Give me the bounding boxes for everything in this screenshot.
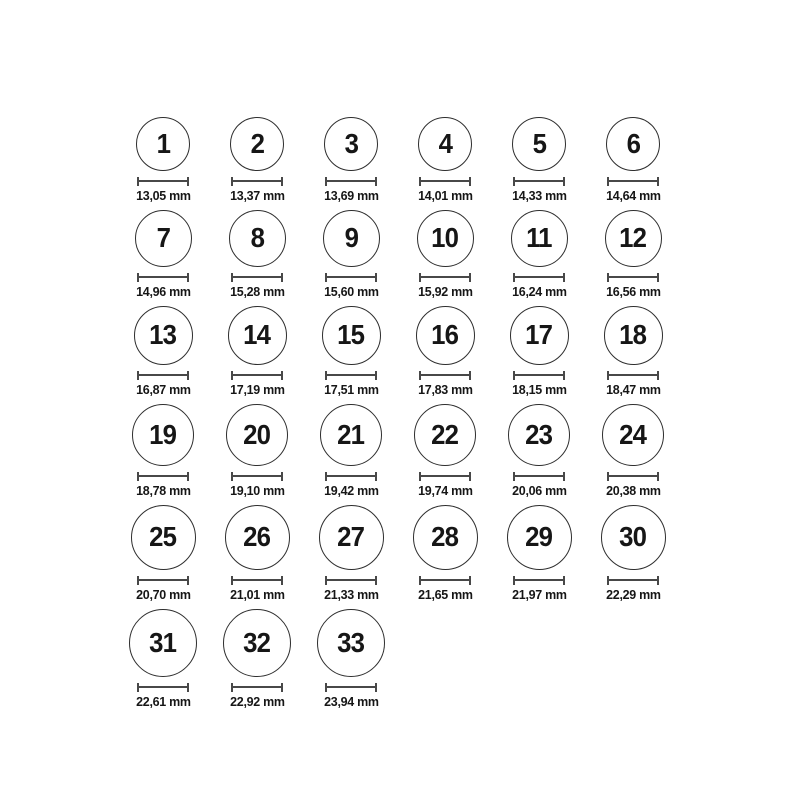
ring-size-cell	[210, 306, 304, 397]
diameter-dimension-line	[137, 683, 189, 692]
diameter-label: 21,01 mm	[229, 587, 285, 602]
diameter-dimension-line	[137, 472, 189, 481]
diameter-dimension-line	[137, 576, 189, 585]
ring-circle	[322, 306, 381, 365]
ring-size-cell	[304, 306, 398, 397]
diameter-dimension-line	[325, 683, 377, 692]
ring-size-cell	[304, 404, 398, 498]
ring-size-number: 19	[149, 418, 177, 450]
ring-size-cell	[304, 609, 398, 709]
ring-circle	[132, 404, 194, 466]
diameter-dimension-line	[325, 472, 377, 481]
ring-size-number: 10	[431, 222, 459, 253]
ring-size-cell	[398, 505, 492, 602]
ring-size-number: 22	[431, 418, 459, 450]
ring-size-cell	[304, 210, 398, 299]
ring-circle	[135, 210, 192, 267]
diameter-label: 15,28 mm	[229, 284, 285, 299]
ring-circle	[416, 306, 475, 365]
ring-circle	[512, 117, 566, 171]
diameter-label: 14,96 mm	[135, 284, 191, 299]
ring-size-cell	[586, 117, 680, 203]
diameter-dimension-line	[513, 177, 565, 186]
ring-circle	[223, 609, 291, 677]
ring-size-number: 2	[250, 127, 264, 159]
ring-size-cell	[210, 404, 304, 498]
diameter-dimension-line	[137, 371, 189, 380]
ring-size-number: 12	[619, 222, 647, 253]
diameter-dimension-line	[325, 273, 377, 282]
ring-size-number: 26	[243, 521, 271, 552]
ring-size-number: 27	[337, 521, 365, 552]
diameter-label: 23,94 mm	[323, 694, 379, 709]
diameter-label: 15,92 mm	[417, 284, 473, 299]
diameter-label: 13,05 mm	[135, 188, 191, 203]
diameter-label: 19,10 mm	[229, 483, 285, 498]
ring-size-number: 13	[149, 319, 177, 350]
ring-size-number: 23	[525, 418, 553, 450]
diameter-label: 21,65 mm	[417, 587, 473, 602]
ring-size-number: 9	[344, 222, 358, 253]
diameter-label: 21,97 mm	[511, 587, 567, 602]
diameter-dimension-line	[513, 273, 565, 282]
ring-size-number: 6	[626, 127, 640, 159]
diameter-dimension-line	[137, 177, 189, 186]
ring-size-cell	[492, 210, 586, 299]
ring-size-cell	[116, 404, 210, 498]
ring-size-number: 21	[337, 418, 365, 450]
diameter-dimension-line	[325, 177, 377, 186]
ring-circle	[413, 505, 478, 570]
ring-size-cell	[116, 306, 210, 397]
diameter-label: 19,74 mm	[417, 483, 473, 498]
diameter-dimension-line	[607, 371, 659, 380]
ring-circle	[507, 505, 572, 570]
ring-size-number: 14	[243, 319, 271, 350]
diameter-dimension-line	[231, 371, 283, 380]
ring-circle	[323, 210, 380, 267]
diameter-label: 16,87 mm	[135, 382, 191, 397]
ring-circle	[508, 404, 570, 466]
ring-size-number: 28	[431, 521, 459, 552]
ring-size-cell	[398, 117, 492, 203]
ring-size-cell	[398, 404, 492, 498]
ring-circle	[229, 210, 286, 267]
ring-size-cell	[116, 210, 210, 299]
ring-size-number: 11	[526, 222, 552, 253]
ring-size-cell	[492, 404, 586, 498]
ring-size-number: 8	[250, 222, 264, 253]
diameter-dimension-line	[231, 273, 283, 282]
diameter-dimension-line	[325, 576, 377, 585]
ring-size-cell	[492, 505, 586, 602]
ring-circle	[134, 306, 193, 365]
ring-size-cell	[304, 117, 398, 203]
diameter-dimension-line	[513, 472, 565, 481]
ring-size-number: 25	[149, 521, 177, 552]
diameter-label: 13,69 mm	[323, 188, 379, 203]
diameter-label: 22,92 mm	[229, 694, 285, 709]
diameter-dimension-line	[231, 177, 283, 186]
ring-circle	[230, 117, 284, 171]
ring-circle	[511, 210, 568, 267]
diameter-dimension-line	[137, 273, 189, 282]
ring-size-row	[116, 306, 680, 397]
ring-size-row	[116, 609, 680, 709]
ring-size-cell	[116, 117, 210, 203]
ring-size-number: 33	[337, 626, 365, 658]
ring-circle	[324, 117, 378, 171]
diameter-dimension-line	[607, 273, 659, 282]
ring-size-number: 1	[156, 127, 170, 159]
ring-circle	[606, 117, 660, 171]
diameter-label: 20,06 mm	[511, 483, 567, 498]
diameter-dimension-line	[419, 177, 471, 186]
ring-size-row	[116, 404, 680, 498]
ring-circle	[136, 117, 190, 171]
diameter-label: 16,56 mm	[605, 284, 661, 299]
diameter-label: 13,37 mm	[229, 188, 285, 203]
diameter-label: 17,51 mm	[323, 382, 379, 397]
ring-size-number: 16	[431, 319, 459, 350]
diameter-dimension-line	[607, 576, 659, 585]
diameter-dimension-line	[325, 371, 377, 380]
ring-size-cell	[116, 505, 210, 602]
ring-circle	[418, 117, 472, 171]
ring-size-number: 15	[337, 319, 365, 350]
diameter-dimension-line	[419, 472, 471, 481]
diameter-dimension-line	[607, 472, 659, 481]
ring-circle	[604, 306, 663, 365]
diameter-label: 22,29 mm	[605, 587, 661, 602]
diameter-label: 14,01 mm	[417, 188, 473, 203]
diameter-dimension-line	[607, 177, 659, 186]
diameter-label: 16,24 mm	[511, 284, 567, 299]
diameter-label: 15,60 mm	[323, 284, 379, 299]
diameter-label: 18,15 mm	[511, 382, 567, 397]
diameter-label: 18,47 mm	[605, 382, 661, 397]
ring-size-number: 5	[532, 127, 546, 159]
ring-circle	[510, 306, 569, 365]
diameter-label: 20,38 mm	[605, 483, 661, 498]
diameter-label: 17,83 mm	[417, 382, 473, 397]
ring-size-cell	[210, 210, 304, 299]
ring-size-number: 18	[619, 319, 647, 350]
ring-size-cell	[586, 210, 680, 299]
diameter-label: 21,33 mm	[323, 587, 379, 602]
ring-circle	[228, 306, 287, 365]
ring-circle	[319, 505, 384, 570]
diameter-dimension-line	[419, 576, 471, 585]
ring-size-number: 4	[438, 127, 452, 159]
ring-size-chart	[116, 117, 680, 709]
ring-size-cell	[116, 609, 210, 709]
diameter-dimension-line	[231, 683, 283, 692]
ring-size-number: 7	[156, 222, 170, 253]
ring-size-cell	[586, 505, 680, 602]
ring-circle	[602, 404, 664, 466]
diameter-label: 14,64 mm	[605, 188, 661, 203]
ring-size-number: 17	[525, 319, 553, 350]
ring-size-row	[116, 210, 680, 299]
diameter-dimension-line	[419, 371, 471, 380]
ring-size-cell	[492, 306, 586, 397]
ring-size-cell	[398, 210, 492, 299]
ring-size-cell	[586, 306, 680, 397]
ring-circle	[131, 505, 196, 570]
ring-size-cell	[586, 404, 680, 498]
diameter-dimension-line	[513, 371, 565, 380]
diameter-dimension-line	[513, 576, 565, 585]
ring-size-number: 24	[619, 418, 647, 450]
diameter-dimension-line	[231, 576, 283, 585]
ring-circle	[226, 404, 288, 466]
ring-size-cell	[210, 117, 304, 203]
ring-circle	[605, 210, 662, 267]
ring-size-cell	[210, 505, 304, 602]
ring-size-number: 20	[243, 418, 271, 450]
ring-size-cell	[304, 505, 398, 602]
ring-size-cell	[492, 117, 586, 203]
diameter-dimension-line	[231, 472, 283, 481]
ring-size-number: 31	[149, 626, 177, 658]
ring-circle	[320, 404, 382, 466]
diameter-label: 22,61 mm	[135, 694, 191, 709]
diameter-label: 18,78 mm	[135, 483, 191, 498]
ring-size-number: 30	[619, 521, 647, 552]
ring-circle	[417, 210, 474, 267]
ring-size-cell	[210, 609, 304, 709]
ring-size-number: 29	[525, 521, 553, 552]
diameter-dimension-line	[419, 273, 471, 282]
diameter-label: 20,70 mm	[135, 587, 191, 602]
ring-circle	[129, 609, 197, 677]
diameter-label: 19,42 mm	[323, 483, 379, 498]
ring-size-number: 3	[344, 127, 358, 159]
diameter-label: 17,19 mm	[229, 382, 285, 397]
ring-size-cell	[398, 306, 492, 397]
ring-circle	[225, 505, 290, 570]
ring-size-number: 32	[243, 626, 271, 658]
diameter-label: 14,33 mm	[511, 188, 567, 203]
ring-size-row	[116, 505, 680, 602]
ring-circle	[414, 404, 476, 466]
ring-circle	[317, 609, 385, 677]
ring-circle	[601, 505, 666, 570]
ring-size-row	[116, 117, 680, 203]
